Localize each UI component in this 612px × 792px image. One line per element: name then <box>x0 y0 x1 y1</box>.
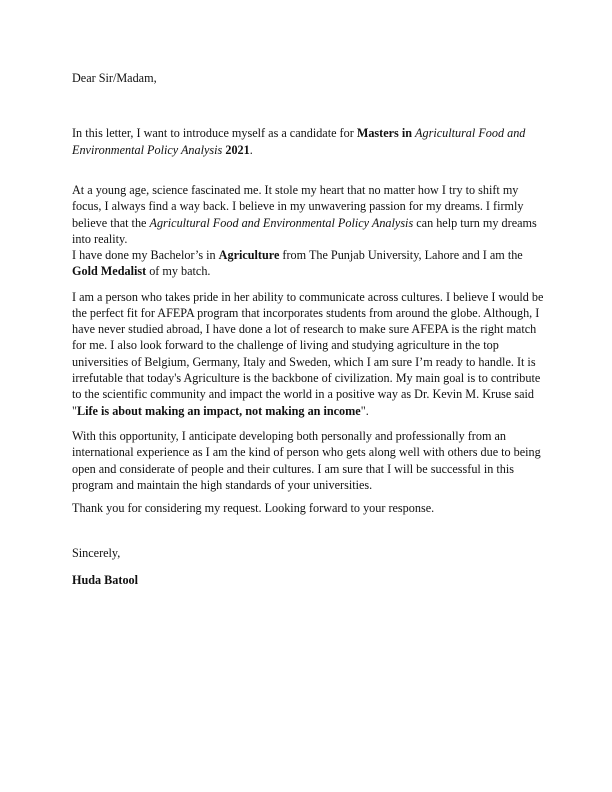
text-run: Thank you for considering my request. Looking forward to your response. <box>72 501 435 515</box>
text-run: focus, I always find a way back. I believe in my unwavering passion for my dreams. I firmly <box>72 199 524 213</box>
bold-text: Life is about making an impact, not making an income <box>76 404 361 418</box>
bold-text: 2021 <box>225 143 250 157</box>
letter-line <box>72 338 499 352</box>
text-run: can help turn my dreams <box>413 216 537 230</box>
text-run: I am a person who takes pride in her ability to communicate across cultures. I believe I would be <box>72 290 544 304</box>
letter-line <box>72 216 537 230</box>
signature-name <box>72 573 138 587</box>
letter-line <box>72 404 369 418</box>
letter-line <box>72 478 372 492</box>
text-run: irrefutable that today's Agriculture is the backbone of civilization. My main goal is to contribute <box>72 371 541 385</box>
text-run: " <box>72 404 77 418</box>
text-run: Sincerely, <box>72 546 121 560</box>
letter-line <box>72 290 543 304</box>
text-run: into reality. <box>72 232 128 246</box>
letter-line <box>72 183 518 197</box>
text-run: international experience as I am the kind of person who gets along well with others due to being <box>72 445 541 459</box>
text-run: program and maintain the high standards of your universities. <box>72 478 373 492</box>
text-run: Dear Sir/Madam, <box>72 71 157 85</box>
bold-text: Huda Batool <box>72 573 139 587</box>
letter-line <box>72 322 536 336</box>
text-run: believe that the <box>72 216 150 230</box>
text-run: I have done my Bachelor’s in <box>72 248 219 262</box>
text-run: to the scientific community and impact the world in a positive way as Dr. Kevin M. Kruse said <box>72 387 535 401</box>
letter-line <box>72 355 536 369</box>
italic-text: Environmental Policy Analysis <box>72 143 223 157</box>
text-run: In this letter, I want to introduce myself as a candidate for <box>72 126 357 140</box>
letter-line <box>72 264 210 278</box>
italic-text: Agricultural Food and Environmental Policy Analysis <box>149 216 414 230</box>
letter-line <box>72 248 523 262</box>
text-run: With this opportunity, I anticipate developing both personally and professionally from an <box>72 429 506 443</box>
text-run: for me. I also look forward to the challenge of living and studying agriculture in the top <box>72 338 499 352</box>
letter-line <box>72 501 434 515</box>
text-run: At a young age, science fascinated me. It stole my heart that no matter how I try to shift my <box>72 183 519 197</box>
text-run: of my batch. <box>146 264 211 278</box>
closing <box>72 546 120 560</box>
bold-text: Gold Medalist <box>72 264 147 278</box>
letter-line <box>72 387 534 401</box>
text-run: from The Punjab University, Lahore and I am the <box>279 248 523 262</box>
text-run: . <box>249 143 253 157</box>
letter-line <box>72 199 524 213</box>
letter-line <box>72 462 514 476</box>
salutation <box>72 71 157 85</box>
italic-text: Agricultural Food and <box>415 126 526 140</box>
text-run: universities of Belgium, Germany, Italy and Sweden, which I am sure I’m ready to handle. It is <box>72 355 536 369</box>
letter-line <box>72 445 541 459</box>
letter-line <box>72 429 506 443</box>
bold-text: Agriculture <box>218 248 280 262</box>
letter-line <box>72 143 253 157</box>
text-run: have never studied abroad, I have done a lot of research to make sure AFEPA is the right match <box>72 322 537 336</box>
letter-line <box>72 232 127 246</box>
letter-line <box>72 306 539 320</box>
text-run: ". <box>360 404 369 418</box>
text-run: open and considerate of people and their cultures. I am sure that I will be successful in this <box>72 462 514 476</box>
bold-text: Masters in <box>356 126 416 140</box>
letter-line <box>72 371 540 385</box>
text-run: the perfect fit for AFEPA program that incorporates students from around the globe. Although, I <box>72 306 540 320</box>
letter-line <box>72 126 525 140</box>
